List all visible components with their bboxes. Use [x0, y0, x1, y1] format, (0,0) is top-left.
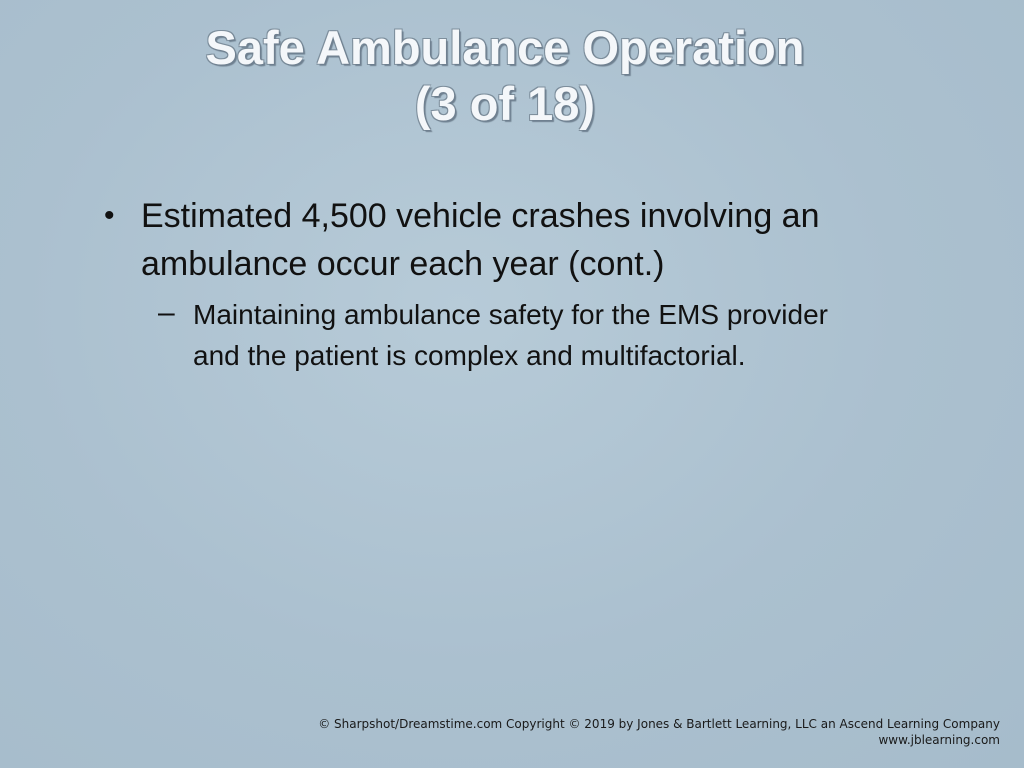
bullet-text: Estimated 4,500 vehicle crashes involving an ambulance occur each year (cont.) — [141, 197, 820, 283]
sub-bullet-text: Maintaining ambulance safety for the EMS provider and the patient is complex and multifactorial. — [193, 299, 828, 371]
copyright-text: © Sharpshot/Dreamstime.com Copyright © 2019 by Jones & Bartlett Learning, LLC an Ascend Learning Company — [318, 717, 1000, 731]
dash-icon: – — [158, 296, 175, 329]
copyright-footer — [318, 716, 1000, 748]
title-line-main: Safe Ambulance Operation — [205, 21, 805, 74]
bullet-icon: • — [104, 199, 115, 232]
website-text: www.jblearning.com — [878, 733, 1000, 747]
slide-title — [0, 20, 1010, 132]
title-line-counter: (3 of 18) — [414, 77, 596, 130]
